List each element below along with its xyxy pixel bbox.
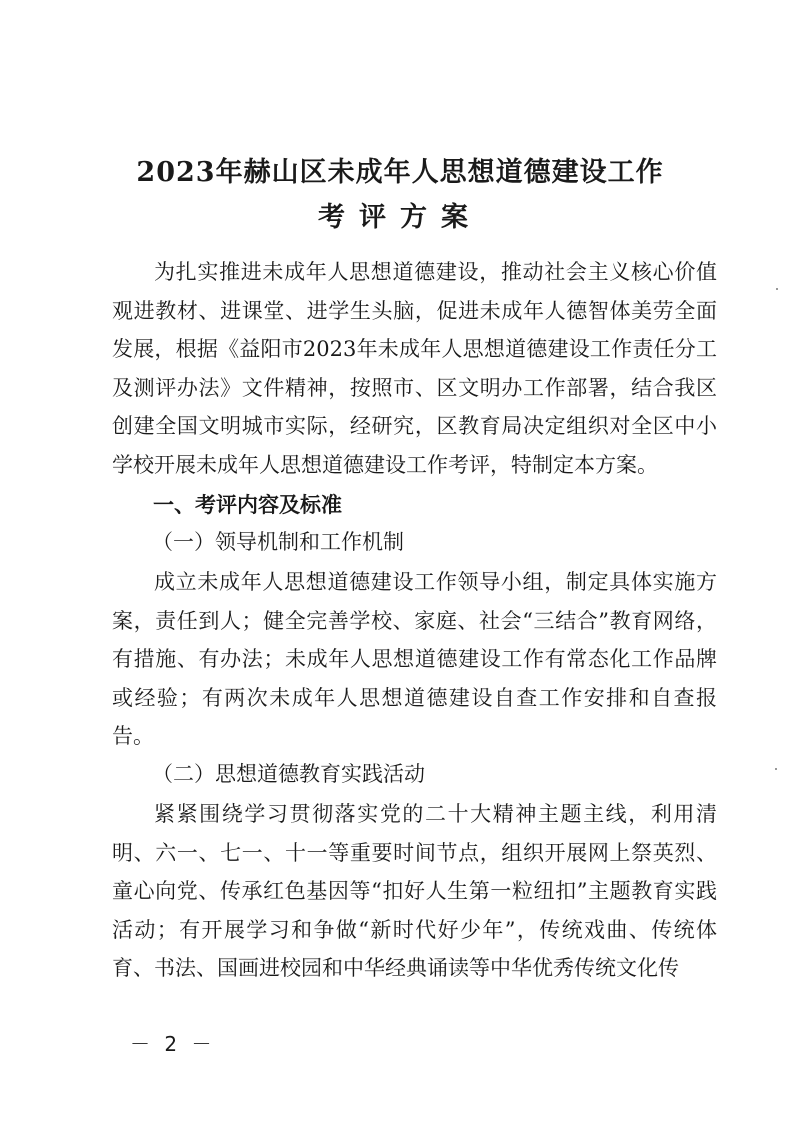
- page-number: － 2 －: [130, 1032, 216, 1056]
- scan-speck: [775, 768, 777, 770]
- subsection1-heading: （一）领导机制和工作机制: [152, 530, 404, 554]
- document-title-line2: 考评方案: [318, 202, 482, 233]
- document-title-line1: 2023年赫山区未成年人思想道德建设工作: [136, 157, 664, 188]
- subsection1-paragraph: 成立未成年人思想道德建设工作领导小组，制定具体实施方案，责任到人；健全完善学校、家庭、社会“三结合”教育网络，有措施、有办法；未成年人思想道德建设工作有常态化工作品牌或经验；有两次未成年人思想道德建设自查工作安排和自查报告。: [112, 570, 717, 749]
- section1-heading: 一、考评内容及标准: [153, 493, 342, 517]
- intro-paragraph: 为扎实推进未成年人思想道德建设，推动社会主义核心价值观进教材、进课堂、进学生头脑，促进未成年人德智体美劳全面发展，根据《益阳市2023年未成年人思想道德建设工作责任分工及测评办法》文件精神，按照市、区文明办工作部署，结合我区创建全国文明城市实际，经研究，区教育局决定组织对全区中小学校开展未成年人思想道德建设工作考评，特制定本方案。: [112, 260, 717, 477]
- subsection2-paragraph: 紧紧围绕学习贯彻落实党的二十大精神主题主线，利用清明、六一、七一、十一等重要时间节点，组织开展网上祭英烈、童心向党、传承红色基因等“扣好人生第一粒纽扣”主题教育实践活动；有开展学习和争做“新时代好少年”，传统戏曲、传统体育、书法、国画进校园和中华经典诵读等中华优秀传统文化传: [112, 802, 717, 981]
- scan-speck: [776, 288, 778, 290]
- subsection2-heading: （二）思想道德教育实践活动: [152, 762, 425, 786]
